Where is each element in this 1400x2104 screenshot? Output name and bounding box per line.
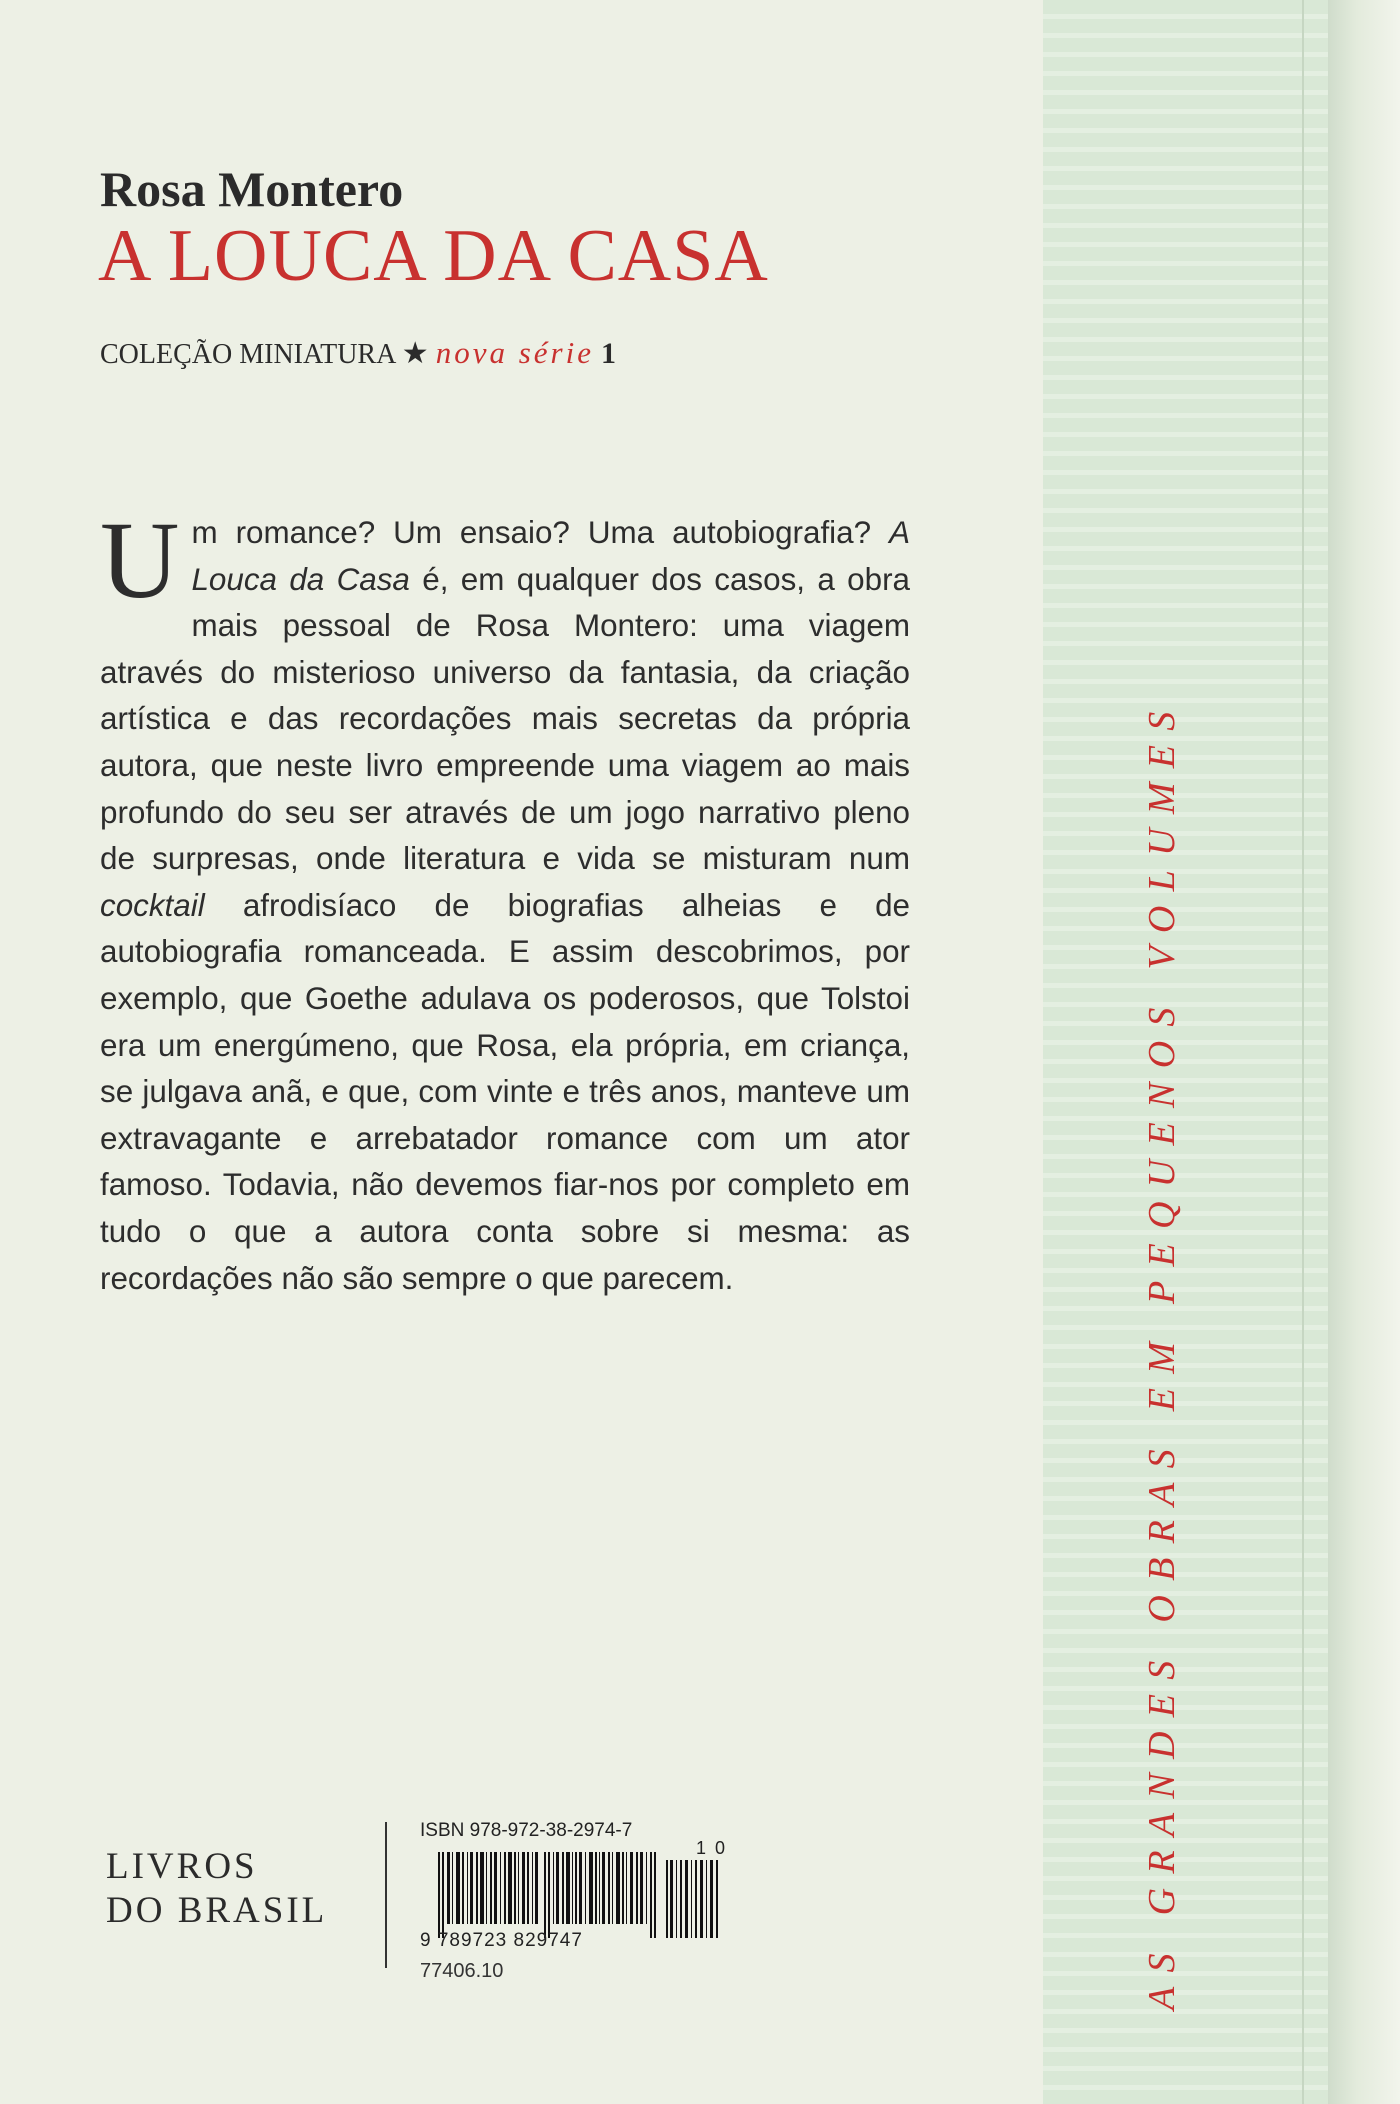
blurb-paragraph — [100, 499, 910, 1302]
book-title: A LOUCA DA CASA — [98, 215, 769, 297]
star-icon: ★ — [401, 337, 429, 370]
blurb-part-3: afrodisíaco de biografias alheias e de autobiografia romanceada. E assim descobrimos, por exemplo, que Goethe adulava os poderosos, que Tolstoi era um energúmeno, que Rosa, ela própria, em criança, se julgava anã, e que, com vinte e três anos, manteve um extravagante e arrebatador romance com um ator famoso. Todavia, não devemos fiar-nos por completo em tudo o que a autora conta sobre si mesma: as recordações não são sempre o que parecem. — [100, 887, 910, 1296]
publisher-logo — [106, 1845, 327, 1933]
collection-name: COLEÇÃO MINIATURA — [100, 339, 395, 370]
barcode-digits: 9 789723 829747 — [420, 1930, 583, 1951]
spine-tagline: AS GRANDES OBRAS EM PEQUENOS VOLUMES — [1141, 697, 1183, 2010]
barcode-addon-digits: 1 0 — [696, 1838, 728, 1858]
drop-cap: U — [100, 499, 180, 621]
series-line — [100, 335, 616, 371]
isbn-label: ISBN 978-972-38-2974-7 — [420, 1820, 633, 1841]
subseries-name: nova série — [435, 335, 594, 370]
blurb-part-2: é, em qualquer dos casos, a obra mais pessoal de Rosa Montero: uma viagem através do misterioso universo da fantasia, da criação artística e das recordações mais secretas da própria autora, que neste livro empreende uma viagem ao mais profundo do seu ser através de um jogo narrativo pleno de surpresas, onde literatura e vida se misturam num — [100, 561, 910, 877]
addon-barcode-icon — [664, 1860, 724, 1938]
series-number: 1 — [600, 337, 616, 370]
blurb-cocktail-italic: cocktail — [100, 887, 205, 923]
publisher-divider — [385, 1822, 387, 1968]
author-name: Rosa Montero — [100, 161, 404, 217]
spine-band — [1043, 0, 1328, 2104]
publisher-line-1: LIVROS — [106, 1846, 258, 1887]
blurb-part-1: m romance? Um ensaio? Uma autobiografia? — [191, 515, 890, 550]
reference-code: 77406.10 — [420, 1960, 504, 1982]
publisher-line-2: DO BRASIL — [106, 1890, 328, 1931]
blurb-title-italic: A Louca da Casa — [191, 515, 910, 597]
spine-edge — [1328, 0, 1400, 2104]
barcode-icon — [438, 1852, 660, 1938]
spine-divider-line — [1302, 0, 1304, 2104]
